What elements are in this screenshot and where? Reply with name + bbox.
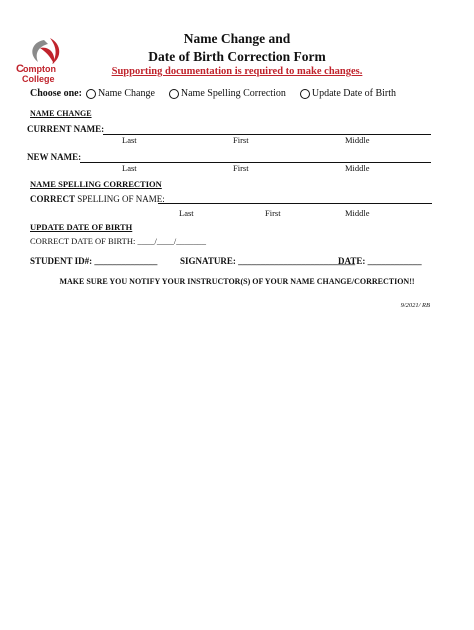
svg-text:C: C xyxy=(16,63,24,75)
radio-circle-icon xyxy=(300,89,310,99)
logo-bottom-word: College xyxy=(22,74,55,84)
new-name-label: NEW NAME: xyxy=(27,152,82,162)
current-name-label: CURRENT NAME: xyxy=(27,124,105,134)
radio-label: Name Change xyxy=(97,88,155,99)
radio-label: Name Spelling Correction xyxy=(180,88,286,99)
current-last-label: Last xyxy=(122,135,137,145)
current-first-label: First xyxy=(233,135,249,145)
form-title-line1: Name Change and xyxy=(183,31,291,46)
spelling-first-label: First xyxy=(265,208,281,218)
new-first-label: First xyxy=(233,163,249,173)
student-id-field[interactable]: STUDENT ID#: ______________ xyxy=(30,256,158,266)
section-name-change: NAME CHANGE xyxy=(30,109,92,118)
correct-spelling-label xyxy=(30,194,165,204)
form-title-line2: Date of Birth Correction Form xyxy=(148,49,326,64)
spelling-of-name-text: SPELLING OF NAME: xyxy=(75,194,165,204)
radio-label: Update Date of Birth xyxy=(311,88,397,99)
correct-dob-field[interactable]: CORRECT DATE OF BIRTH: ____/____/_______ xyxy=(30,236,206,246)
current-middle-label: Middle xyxy=(345,135,370,145)
radio-name-change[interactable] xyxy=(86,88,155,99)
section-update-dob: UPDATE DATE OF BIRTH xyxy=(30,222,133,232)
radio-circle-icon xyxy=(86,89,96,99)
new-middle-label: Middle xyxy=(345,163,370,173)
signature-field[interactable]: SIGNATURE: __________________________ xyxy=(180,256,356,266)
current-name-field[interactable] xyxy=(103,134,431,135)
radio-circle-icon xyxy=(169,89,179,99)
choose-one-row xyxy=(30,88,410,99)
revision-date: 9/2021/ RB xyxy=(400,302,430,309)
radio-update-dob[interactable] xyxy=(300,88,396,99)
logo-top-word: ompton xyxy=(23,64,56,74)
radio-name-spelling-correction[interactable] xyxy=(169,88,286,99)
correct-word: CORRECT xyxy=(30,194,76,204)
spelling-middle-label: Middle xyxy=(345,208,370,218)
correct-spelling-field[interactable] xyxy=(158,203,432,204)
section-name-spelling: NAME SPELLING CORRECTION xyxy=(30,179,162,189)
date-field[interactable]: DATE: ____________ xyxy=(338,256,422,266)
new-last-label: Last xyxy=(122,163,137,173)
choose-one-label: Choose one: xyxy=(30,88,82,99)
spelling-last-label: Last xyxy=(179,208,194,218)
documentation-notice: Supporting documentation is required to make changes. xyxy=(111,66,363,77)
notify-instructor-warning: MAKE SURE YOU NOTIFY YOUR INSTRUCTOR(S) OF YOUR NAME CHANGE/CORRECTION!! xyxy=(59,277,415,286)
